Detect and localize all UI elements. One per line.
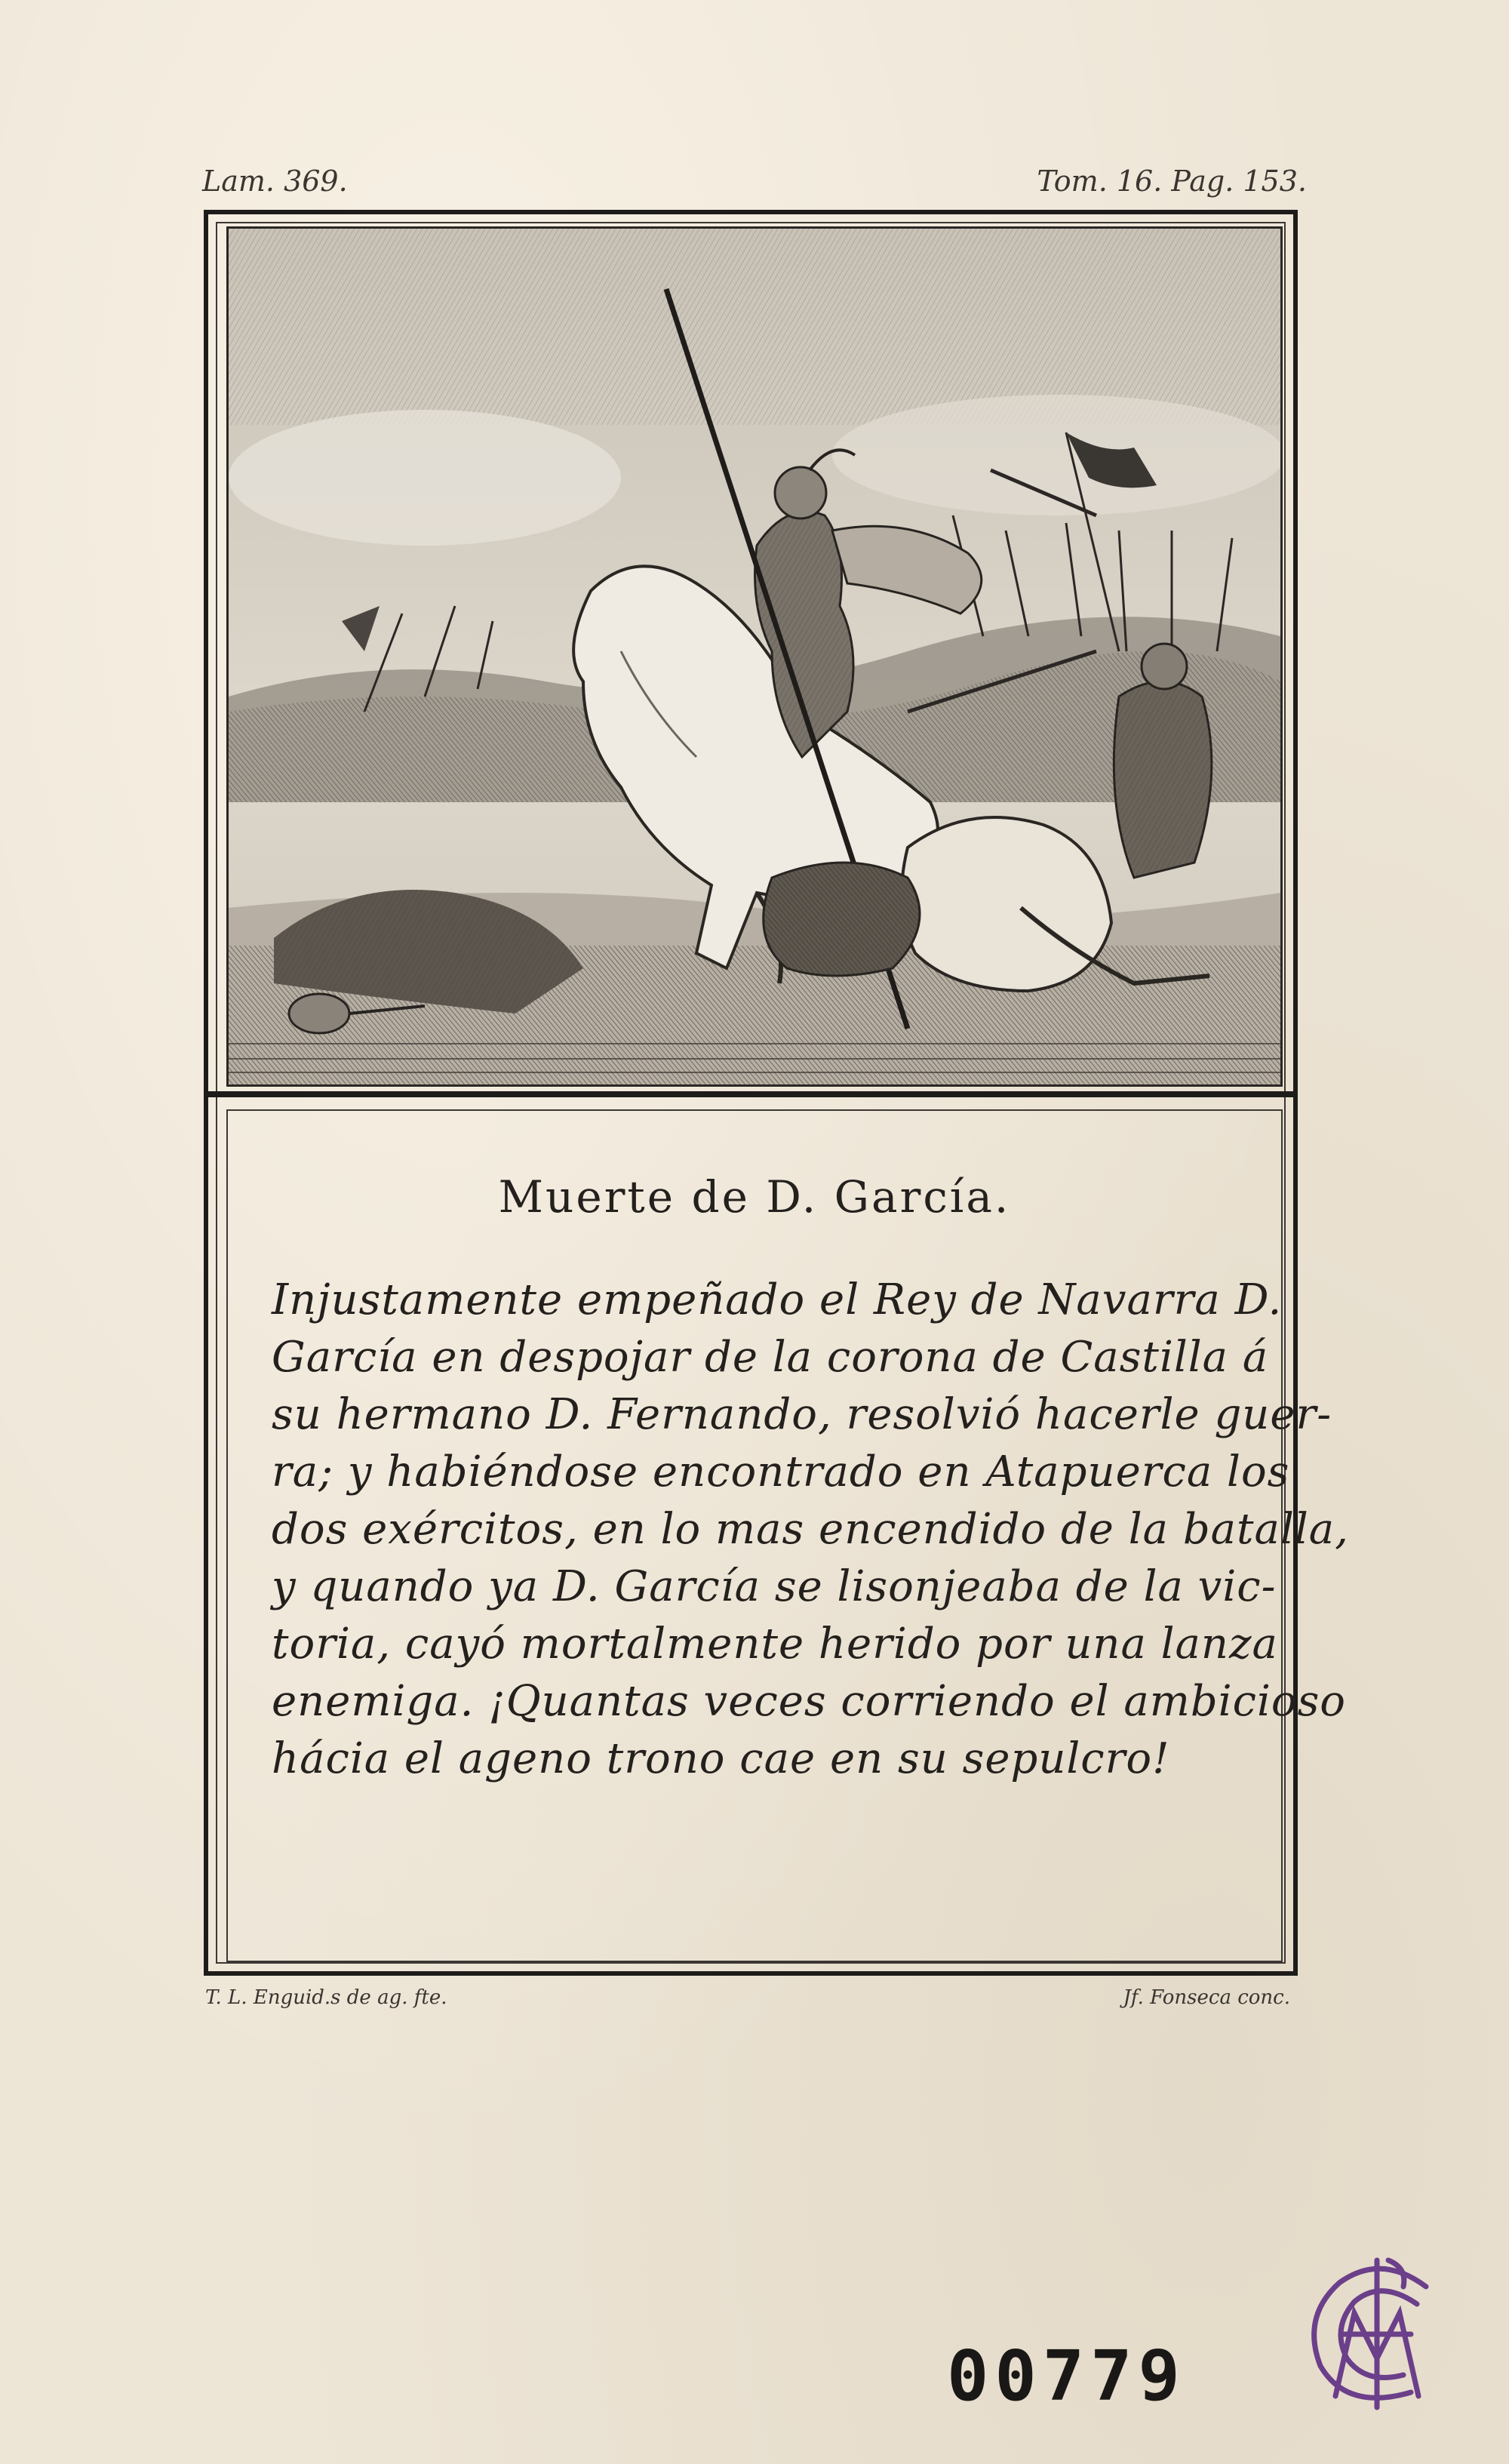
caption-line: García en despojar de la corona de Castilla á: [272, 1333, 1269, 1382]
caption-line: Injustamente empeñado el Rey de Navarra D.: [272, 1275, 1283, 1324]
volume-page-reference: Tom. 16. Pag. 153.: [1037, 165, 1307, 198]
caption-line: dos exércitos, en lo mas encendido de la batalla,: [272, 1505, 1349, 1554]
caption-line: y quando ya D. García se lisonjeaba de la vic-: [272, 1562, 1277, 1611]
caption-line: enemiga. ¡Quantas veces corriendo el ambicioso: [272, 1677, 1347, 1726]
caption-line: toria, cayó mortalmente herido por una lanza: [272, 1620, 1278, 1669]
plate-divider: [204, 1091, 1298, 1097]
finisher-credit: Jf. Fonseca conc.: [1123, 1986, 1290, 2009]
battle-engraving: [226, 226, 1283, 1087]
battle-scene-image: [229, 229, 1280, 1084]
plate-number: Lam. 369.: [202, 165, 348, 198]
caption-line: hácia el ageno trono cae en su sepulcro!: [272, 1734, 1170, 1783]
caption-line: ra; y habiéndose encontrado en Atapuerca los: [272, 1447, 1290, 1497]
caption-title: Muerte de D. García.: [498, 1171, 1011, 1223]
inventory-number: 00779: [947, 2336, 1186, 2416]
engraver-credit: T. L. Enguid.s de ag. fte.: [205, 1986, 447, 2009]
caption-line: su hermano D. Fernando, resolvió hacerle guer-: [272, 1390, 1332, 1439]
monogram-seal-icon: [1290, 2245, 1464, 2419]
